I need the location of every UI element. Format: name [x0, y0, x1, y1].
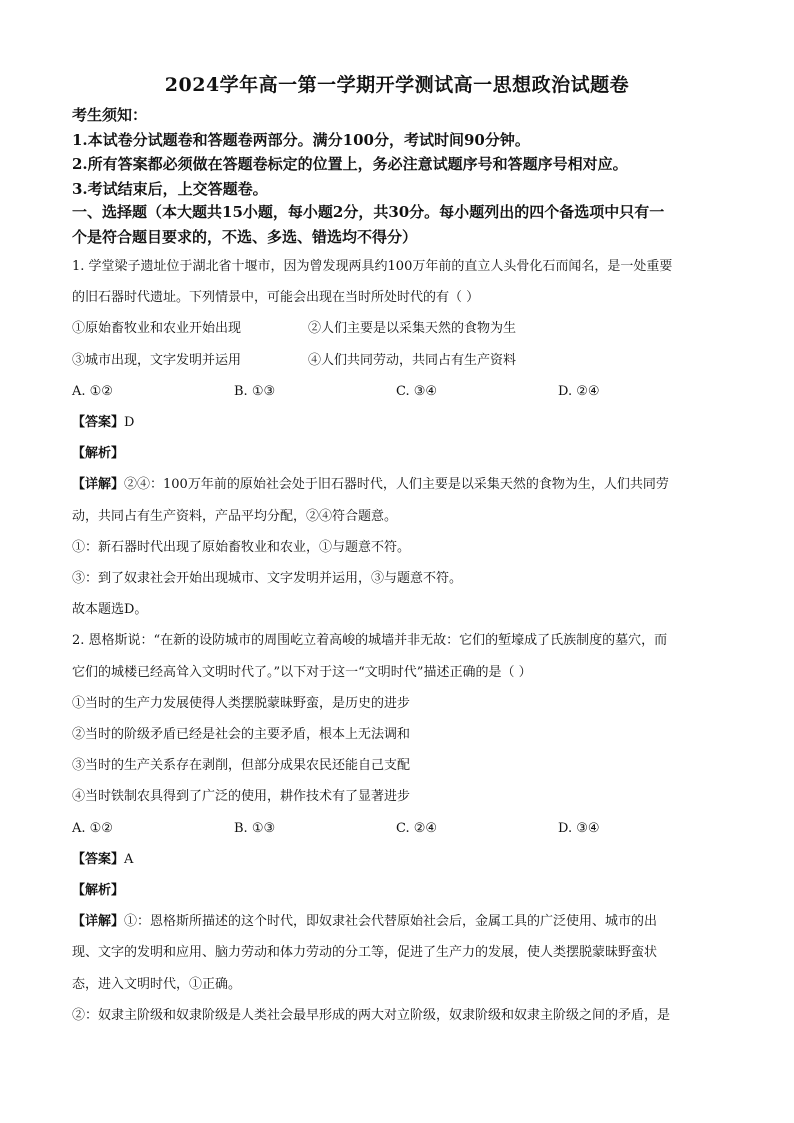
q2-detail: ②：奴隶主阶级和奴隶阶级是人类社会最早形成的两大对立阶级，奴隶阶级和奴隶主阶级之间的矛盾，是 — [72, 1007, 671, 1023]
q2-analysis-label: 【解析】 — [72, 883, 125, 899]
q2-detail: 现、文字的发明和应用、脑力劳动和体力劳动的分工等，促进了生产力的发展，使人类摆脱蒙昧野蛮状 — [72, 945, 658, 961]
q1-stem: 的旧石器时代遗址。下列情景中，可能会出现在当时所处时代的有（ ） — [72, 290, 480, 306]
q2-detail — [72, 906, 724, 937]
section-heading — [72, 200, 724, 250]
section-heading-line: 个是符合题目要求的，不选、多选、错选均不得分） — [72, 228, 418, 246]
question-body — [72, 251, 724, 1031]
q2-options — [72, 813, 724, 844]
q2-option-c: C. ②④ — [396, 820, 438, 836]
q2-option-b: B. ①③ — [234, 820, 276, 836]
notice-heading: 考生须知： — [72, 106, 148, 124]
q1-option-b: B. ①③ — [234, 383, 276, 399]
q1-option-c: C. ③④ — [396, 383, 438, 399]
q1-options — [72, 376, 724, 407]
q2-answer — [72, 844, 724, 875]
detail-text: ②④：100万年前的原始社会处于旧石器时代，人们主要是以采集天然的食物为生，人们共同劳 — [124, 477, 669, 493]
q1-answer — [72, 407, 724, 438]
q2-option-a: A. ①② — [72, 820, 113, 836]
answer-label: 【答案】 — [72, 851, 125, 867]
detail-text: ①：恩格斯所描述的这个时代，即奴隶社会代替原始社会后，金属工具的广泛使用、城市的出 — [124, 914, 658, 930]
q1-stem: 1. 学堂梁子遗址位于湖北省十堰市，因为曾发现两具约100万年前的直立人头骨化石而闻名，是一处重要 — [72, 259, 673, 274]
q2-detail: 态，进入文明时代，①正确。 — [72, 976, 242, 992]
q2-stem: 它们的城楼已经高耸入文明时代了。”以下对于这一“文明时代”描述正确的是（ ） — [72, 664, 532, 680]
q1-detail: ①：新石器时代出现了原始畜牧业和农业，①与题意不符。 — [72, 539, 411, 555]
detail-label: 【详解】 — [72, 477, 125, 493]
q1-analysis-label: 【解析】 — [72, 446, 125, 462]
q2-statement: ②当时的阶级矛盾已经是社会的主要矛盾，根本上无法调和 — [72, 727, 411, 743]
q1-statement: ①原始畜牧业和农业开始出现 — [72, 321, 242, 337]
q2-statement: ①当时的生产力发展使得人类摆脱蒙昧野蛮，是历史的进步 — [72, 695, 411, 711]
notice-item: 3.考试结束后，上交答题卷。 — [72, 179, 268, 198]
page-title: 2024学年高一第一学期开学测试高一思想政治试题卷 — [164, 74, 630, 96]
q1-statements — [72, 313, 724, 344]
q1-option-a: A. ①② — [72, 383, 113, 399]
section-heading-line: 一、选择题（本大题共15小题，每小题2分，共30分。每小题列出的四个备选项中只有一 — [72, 203, 665, 221]
notice-item: 2.所有答案都必须做在答题卷标定的位置上，务必注意试题序号和答题序号相对应。 — [72, 155, 628, 173]
answer-value: A — [124, 851, 134, 867]
answer-value: D — [124, 415, 135, 431]
q2-statement: ③当时的生产关系存在剥削，但部分成果农民还能自己支配 — [72, 758, 411, 774]
q1-statements — [72, 345, 724, 376]
q1-option-d: D. ②④ — [558, 383, 600, 399]
answer-label: 【答案】 — [72, 415, 125, 431]
q2-option-d: D. ③④ — [558, 820, 600, 836]
detail-label: 【详解】 — [72, 914, 125, 930]
q1-conclusion: 故本题选D。 — [72, 602, 148, 618]
q1-detail — [72, 469, 724, 500]
q2-statement: ④当时铁制农具得到了广泛的使用，耕作技术有了显著进步 — [72, 789, 411, 805]
q1-detail: 动，共同占有生产资料，产品平均分配，②④符合题意。 — [72, 508, 398, 524]
q1-statement: ②人们主要是以采集天然的食物为生 — [308, 321, 517, 337]
exam-notice — [72, 103, 722, 201]
q2-stem: 2. 恩格斯说：“在新的设防城市的周围屹立着高峻的城墙并非无故：它们的堑壕成了氏族制度的墓穴，而 — [72, 633, 668, 649]
q1-statement: ④人们共同劳动，共同占有生产资料 — [308, 352, 517, 368]
q1-detail: ③：到了奴隶社会开始出现城市、文字发明并运用，③与题意不符。 — [72, 571, 463, 587]
q1-statement: ③城市出现，文字发明并运用 — [72, 352, 242, 368]
notice-item: 1.本试卷分试题卷和答题卷两部分。满分100分，考试时间90分钟。 — [72, 130, 530, 149]
